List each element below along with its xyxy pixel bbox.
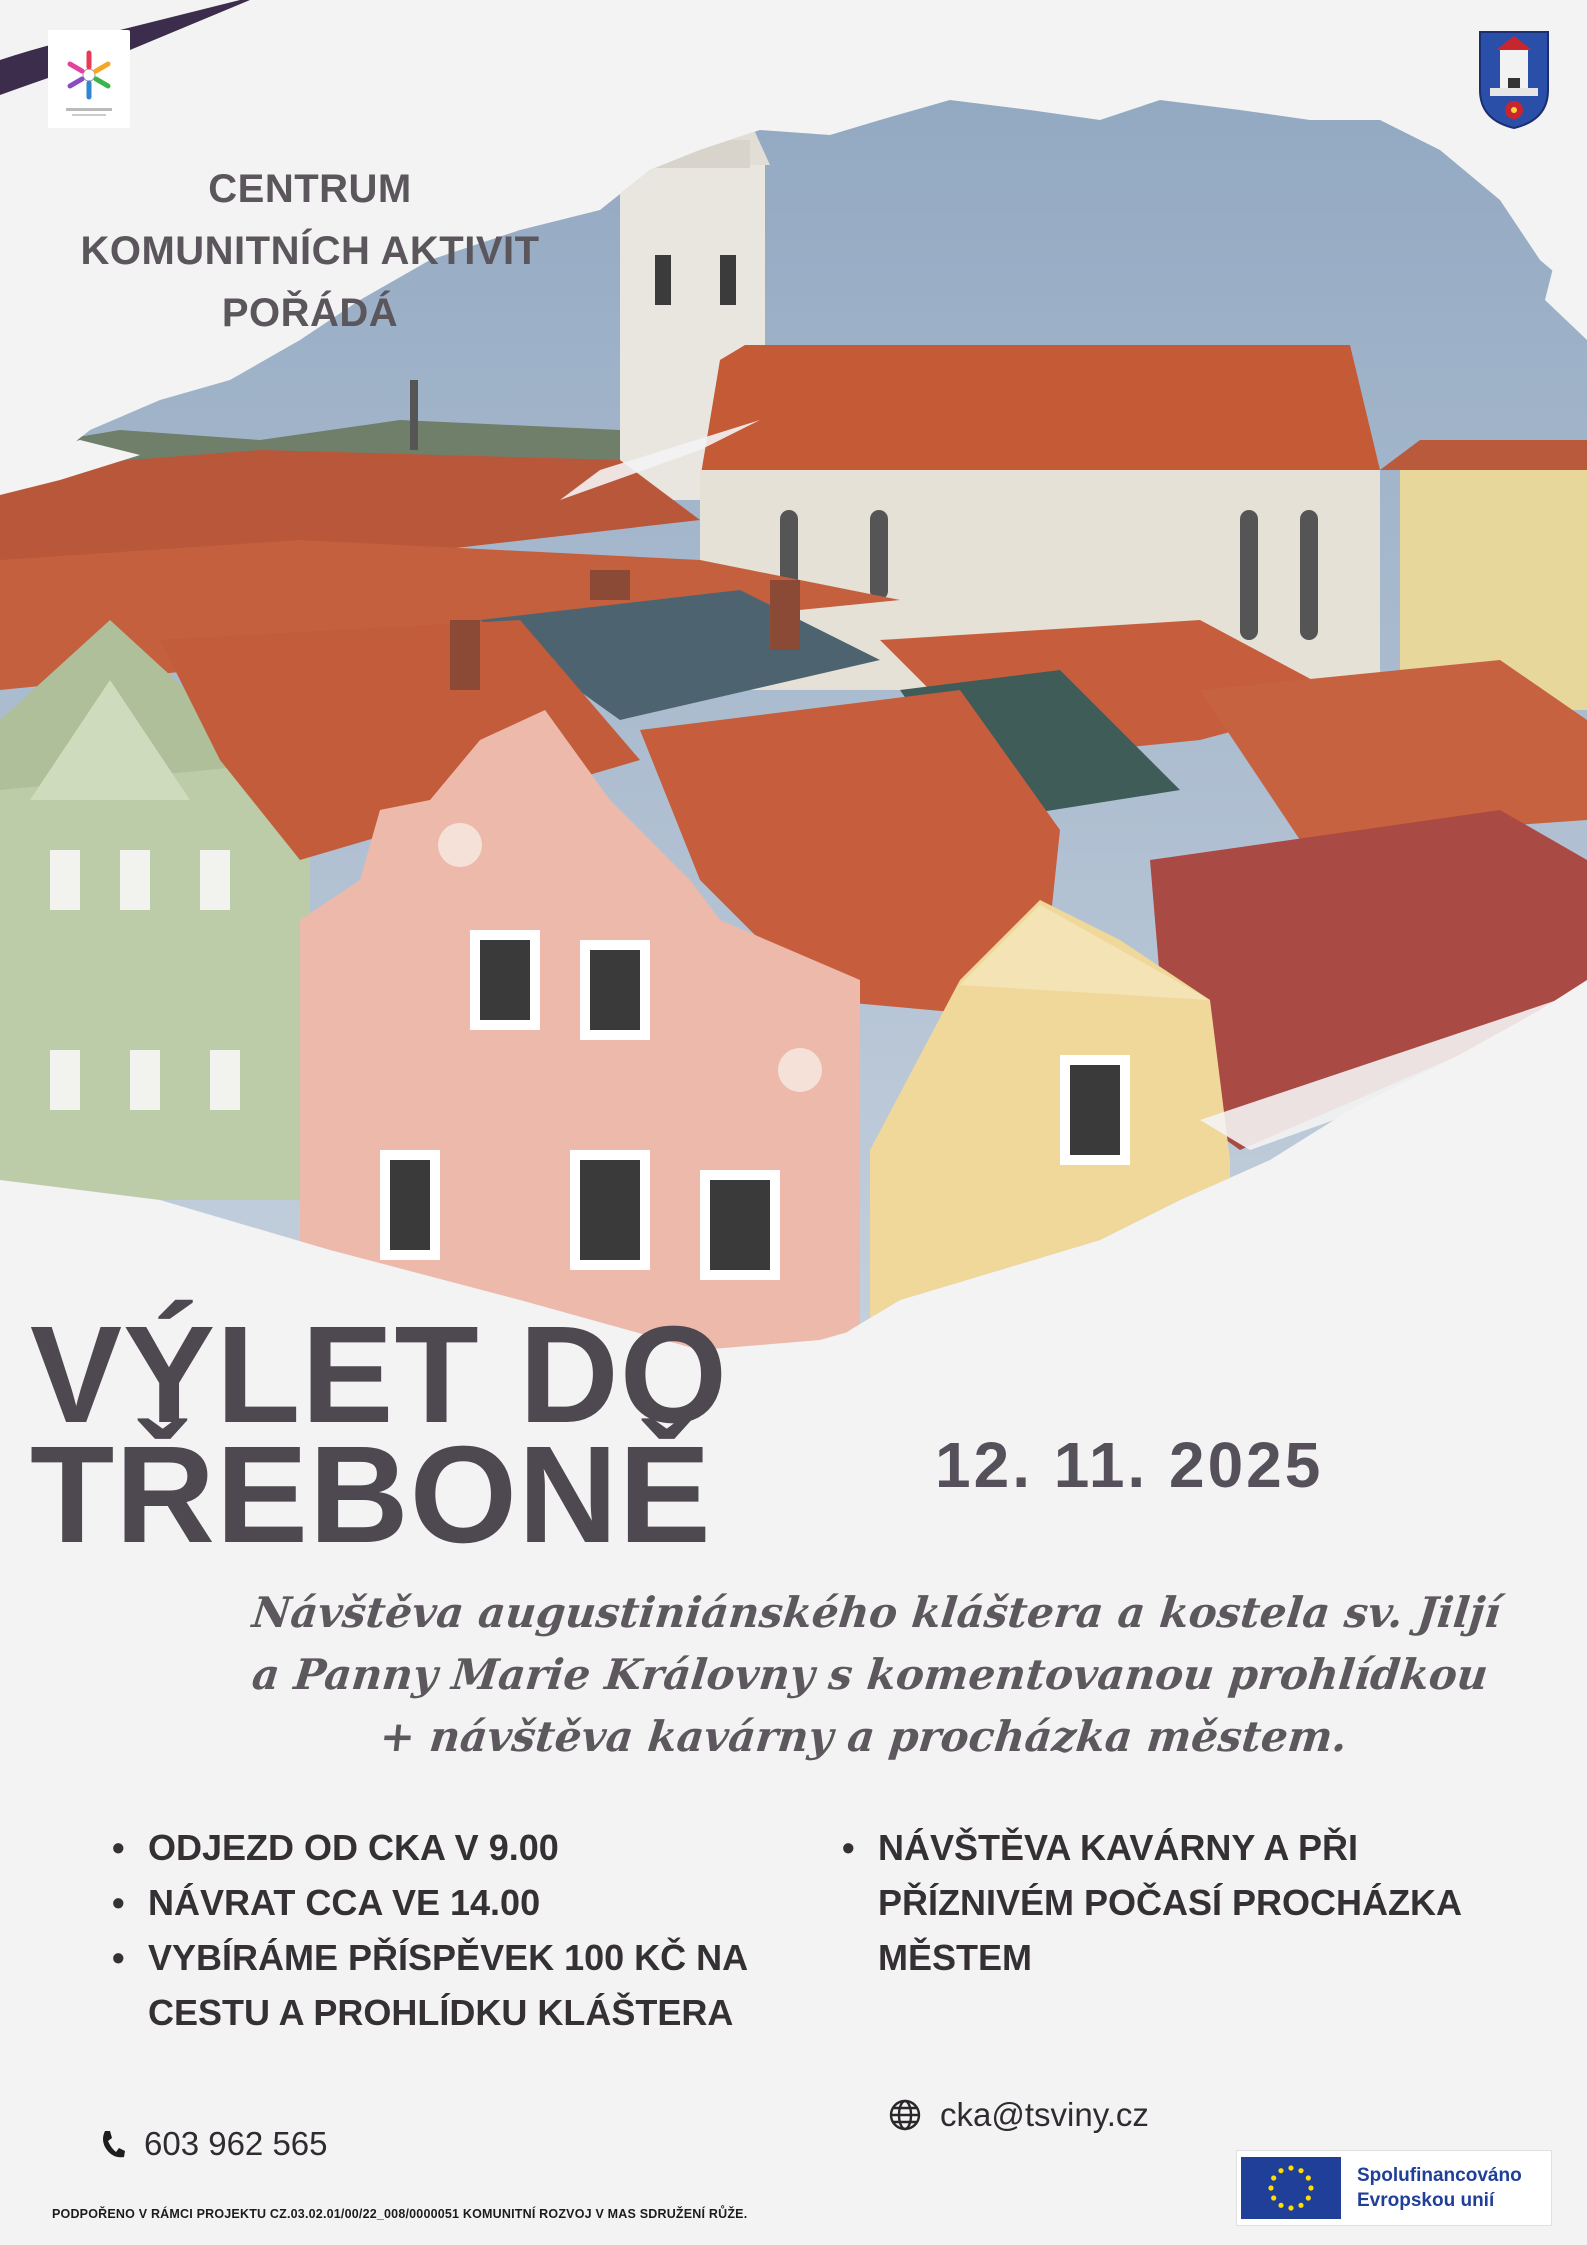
organizer-line-2: KOMUNITNÍCH AKTIVIT	[80, 229, 540, 273]
eu-star	[1278, 2168, 1283, 2173]
details-list-left	[112, 1820, 752, 2040]
description-line-1: Návštěva augustiniánského kláštera a kostela sv. Jiljí	[249, 1588, 1504, 1637]
eu-badge-line-1: Spolufinancováno	[1357, 2165, 1522, 2186]
organizer-heading	[20, 158, 600, 344]
detail-departure: • ODJEZD OD CKA V 9.00	[112, 1820, 752, 1875]
detail-contribution: • VYBÍRÁME PŘÍSPĚVEK 100 KČ NA CESTU A PROHLÍDKU KLÁŠTERA	[112, 1930, 752, 2040]
eu-star	[1271, 2195, 1276, 2200]
eu-star	[1268, 2185, 1273, 2190]
eu-star	[1298, 2168, 1303, 2173]
email-address[interactable]: cka@tsviny.cz	[940, 2096, 1149, 2133]
detail-cafe-walk: • NÁVŠTĚVA KAVÁRNY A PŘI PŘÍZNIVÉM POČASÍ PROCHÁZKA MĚSTEM	[842, 1820, 1522, 1985]
community-centre-logo	[48, 30, 130, 128]
phone-contact	[100, 2125, 328, 2163]
event-title-line-2: TŘEBONĚ	[30, 1418, 712, 1572]
eu-badge-line-2: Evropskou unií	[1357, 2190, 1495, 2211]
eu-star	[1288, 2165, 1293, 2170]
event-date: 12. 11. 2025	[935, 1429, 1324, 1501]
email-contact	[888, 2096, 1149, 2134]
eu-star	[1288, 2205, 1293, 2210]
event-title-line-1: VÝLET DO	[30, 1298, 729, 1452]
project-support-note: PODPOŘENO V RÁMCI PROJEKTU CZ.03.02.01/00/22_008/0000051 KOMUNITNÍ ROZVOJ V MAS SDRUŽENÍ RŮŽE.	[52, 2207, 748, 2221]
detail-return: • NÁVRAT CCA VE 14.00	[112, 1875, 752, 1930]
description-line-3: + návštěva kavárny a procházka městem.	[377, 1712, 1350, 1761]
event-description	[170, 1582, 1570, 1768]
eu-star	[1271, 2175, 1276, 2180]
organizer-line-1: CENTRUM	[208, 167, 412, 211]
event-title	[30, 1298, 729, 1572]
phone-icon	[100, 2129, 126, 2159]
details-list-right	[842, 1820, 1522, 1985]
eu-star	[1308, 2185, 1313, 2190]
eu-cofinancing-badge	[1236, 2150, 1552, 2226]
globe-icon	[888, 2098, 922, 2132]
eu-star	[1298, 2203, 1303, 2208]
description-line-2: a Panny Marie Královny s komentovanou prohlídkou	[249, 1650, 1491, 1699]
eu-star	[1306, 2195, 1311, 2200]
town-coat-of-arms	[1478, 30, 1550, 130]
eu-star	[1306, 2175, 1311, 2180]
eu-star	[1278, 2203, 1283, 2208]
phone-number[interactable]: 603 962 565	[144, 2125, 328, 2162]
organizer-line-3: POŘÁDÁ	[221, 291, 399, 335]
eu-flag-icon	[1241, 2157, 1341, 2219]
eu-badge-text	[1357, 2163, 1522, 2213]
